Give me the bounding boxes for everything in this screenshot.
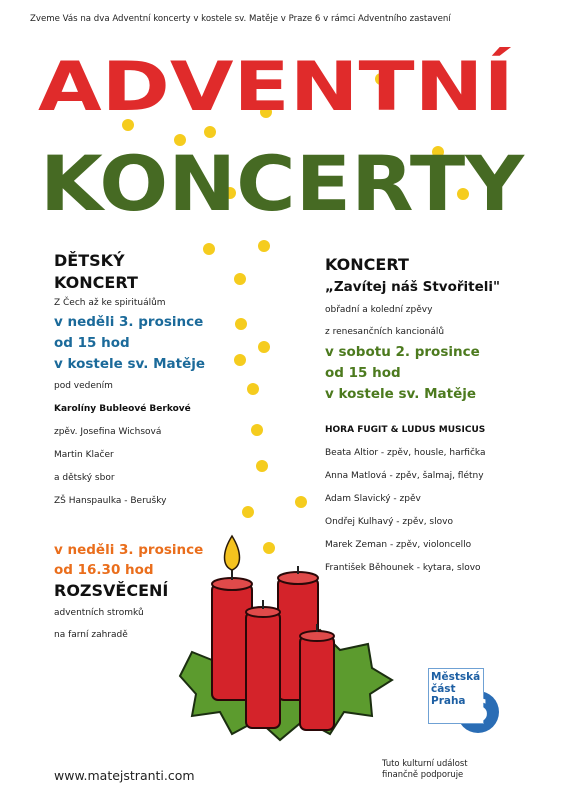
children-concert-subtitle: Z Čech až ke spirituálům xyxy=(54,298,166,308)
logo-line-3: Praha xyxy=(431,695,466,707)
member-item: Beata Altior - zpěv, housle, harfička xyxy=(325,448,486,458)
title-line1: ADVENTNÍ xyxy=(38,48,432,127)
children-concert-time: od 15 hod xyxy=(54,335,130,351)
member-item: Anna Matlová - zpěv, šalmaj, flétny xyxy=(325,471,484,481)
concert-time: od 15 hod xyxy=(325,365,401,381)
flame-icon xyxy=(225,536,240,570)
lighting-heading: ROZSVĚCENÍ xyxy=(54,581,169,600)
performer-item: Martin Klačer xyxy=(54,450,114,460)
concert-description-1: obřadní a kolední zpěvy xyxy=(325,305,433,315)
children-concert-date: v neděli 3. prosince xyxy=(54,314,204,330)
performer-item: a dětský sbor xyxy=(54,473,115,483)
member-item: Marek Zeman - zpěv, violoncello xyxy=(325,540,472,550)
concert-date: v sobotu 2. prosince xyxy=(325,344,480,360)
district-number: 6 xyxy=(467,694,489,729)
left-column xyxy=(54,250,205,513)
children-concert-place: v kostele sv. Matěje xyxy=(54,356,206,372)
lead-label: pod vedením xyxy=(54,381,113,391)
member-item: Adam Slavický - zpěv xyxy=(325,494,421,504)
website-link[interactable]: www.matejstranti.com xyxy=(54,768,195,783)
children-concert-heading-2: KONCERT xyxy=(54,273,138,292)
performer-item: ZŠ Hanspaulka - Berušky xyxy=(54,496,167,506)
ensemble-name: HORA FUGIT & LUDUS MUSICUS xyxy=(325,425,486,435)
concert-place: v kostele sv. Matěje xyxy=(325,386,477,402)
intro-text: Zveme Vás na dva Adventní koncerty v kostele sv. Matěje v Praze 6 v rámci Adventního zastavení xyxy=(30,14,451,24)
lighting-date: v neděli 3. prosince xyxy=(54,542,204,558)
lighting-line-2: na farní zahradě xyxy=(54,630,128,640)
right-column xyxy=(325,254,500,580)
lighting-section xyxy=(54,540,203,646)
logo-line-2: část xyxy=(431,683,456,695)
lighting-line-1: adventních stromků xyxy=(54,608,144,618)
support-text xyxy=(382,758,468,780)
support-line-1: Tuto kulturní událost xyxy=(382,758,468,768)
concert-description-2: z renesančních kancionálů xyxy=(325,327,445,337)
concert-heading: KONCERT xyxy=(325,255,409,274)
logo-line-1: Městská xyxy=(431,671,481,683)
member-item: Ondřej Kulhavý - zpěv, slovo xyxy=(325,517,453,527)
children-concert-heading-1: DĚTSKÝ xyxy=(54,251,125,270)
lighting-time: od 16.30 hod xyxy=(54,562,154,578)
support-line-2: finančně podporuje xyxy=(382,769,464,779)
member-item: František Běhounek - kytara, slovo xyxy=(325,563,481,573)
performer-item: zpěv. Josefina Wichsová xyxy=(54,427,162,437)
concert-title: „Zavítej náš Stvořiteli" xyxy=(325,279,501,295)
leader-name: Karolíny Bubleové Berkové xyxy=(54,404,191,414)
title-line2: KONCERTY xyxy=(40,139,526,228)
